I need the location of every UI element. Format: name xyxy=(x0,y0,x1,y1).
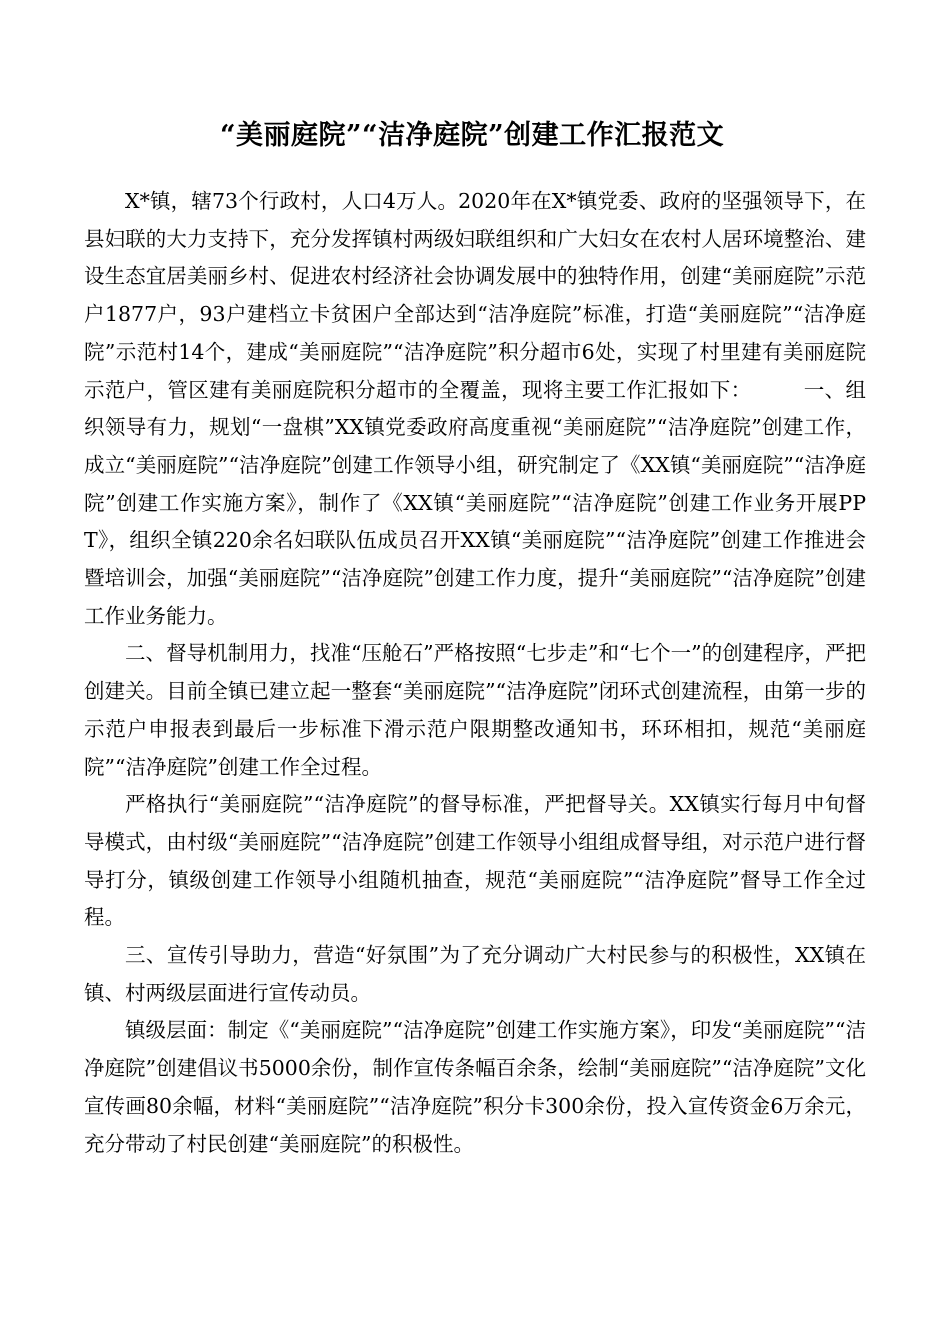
paragraph-intro: X*镇，辖73个行政村，人口4万人。2020年在X*镇党委、政府的坚强领导下，在县妇联的大力支持下，充分发挥镇村两级妇联组织和广大妇女在农村人居环境整治、建设生态宜居美丽乡村、促进农村经济社会协调发展中的独特作用，创建“美丽庭院”示范户1877户，93户建档立卡贫困户全部达到“洁净庭院”标准，打造“美丽庭院”“洁净庭院”示范村14个，建成“美丽庭院”“洁净庭院”积分超市6处，实现了村里建有美丽庭院示范户，管区建有美丽庭院积分超市的全覆盖，现将主要工作汇报如下： 一、组织领导有力，规划“一盘棋”XX镇党委政府高度重视“美丽庭院”“洁净庭院”创建工作，成立“美丽庭院”“洁净庭院”创建工作领导小组，研究制定了《XX镇“美丽庭院”“洁净庭院”创建工作实施方案》，制作了《XX镇“美丽庭院”“洁净庭院”创建工作业务开展PPT》，组织全镇220余名妇联队伍成员召开XX镇“美丽庭院”“洁净庭院”创建工作推进会暨培训会，加强“美丽庭院”“洁净庭院”创建工作力度，提升“美丽庭院”“洁净庭院”创建工作业务能力。 xyxy=(84,189,866,628)
paragraph-town-level: 镇级层面：制定《“美丽庭院”“洁净庭院”创建工作实施方案》，印发“美丽庭院”“洁净庭院”创建倡议书5000余份，制作宣传条幅百余条，绘制“美丽庭院”“洁净庭院”文化宣传画80余幅，材料“美丽庭院”“洁净庭院”积分卡300余份，投入宣传资金6万余元，充分带动了村民创建“美丽庭院”的积极性。 xyxy=(84,1018,866,1156)
paragraph-publicity: 三、宣传引导助力，营造“好氛围”为了充分调动广大村民参与的积极性，XX镇在镇、村两级层面进行宣传动员。 xyxy=(84,943,866,1005)
document-title: “美丽庭院”“洁净庭院”创建工作汇报范文 xyxy=(220,120,725,152)
paragraph-supervision-mechanism: 二、督导机制用力，找准“压舱石”严格按照“七步走”和“七个一”的创建程序，严把创建关。目前全镇已建立起一整套“美丽庭院”“洁净庭院”闭环式创建流程，由第一步的示范户申报表到最后一步标准下滑示范户限期整改通知书，环环相扣，规范“美丽庭院”“洁净庭院”创建工作全过程。 xyxy=(84,641,866,779)
document-body xyxy=(84,183,866,1163)
paragraph-supervision-standard: 严格执行“美丽庭院”“洁净庭院”的督导标准，严把督导关。XX镇实行每月中旬督导模式，由村级“美丽庭院”“洁净庭院”创建工作领导小组组成督导组，对示范户进行督导打分，镇级创建工作领导小组随机抽查，规范“美丽庭院”“洁净庭院”督导工作全过程。 xyxy=(84,792,866,930)
